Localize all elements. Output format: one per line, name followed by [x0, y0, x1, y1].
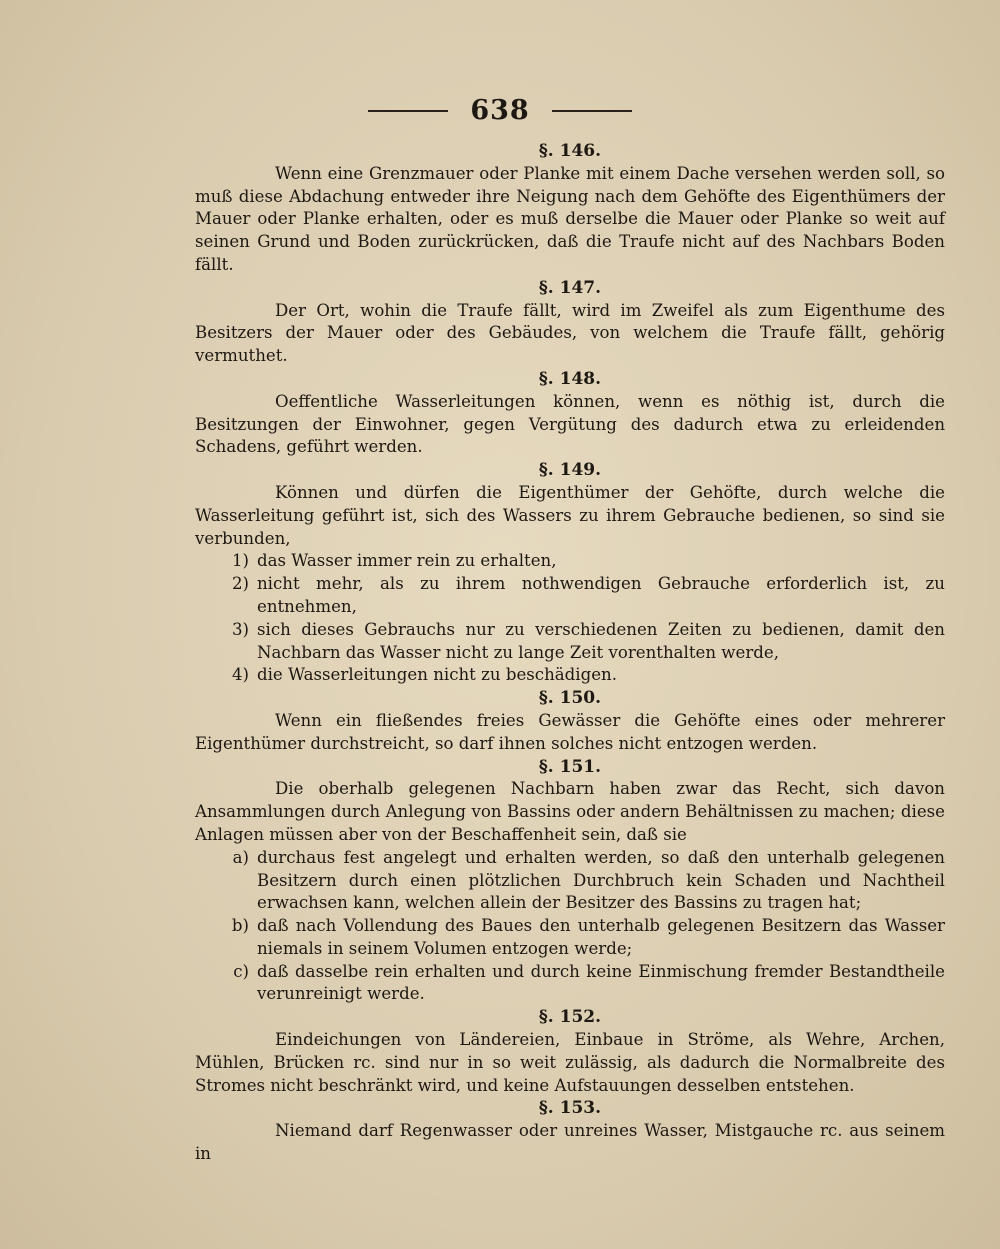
- section-heading: §. 147.: [538, 277, 602, 298]
- list-item: [195, 961, 945, 1007]
- list-text: die Wasserleitungen nicht zu beschädigen.: [257, 665, 617, 685]
- section-paragraph: Wenn eine Grenzmauer oder Planke mit einem Dache versehen werden soll, so muß diese Abdachung entweder ihre Neigung nach dem Gehöfte des Eigenthümers der Mauer oder Planke erhalten, oder es muß derselbe die Mauer oder Planke so weit auf seinen Grund und Boden zurückrücken, daß die Traufe nicht auf des Nachbars Boden fällt.: [195, 163, 945, 274]
- list-text: sich dieses Gebrauchs nur zu verschiedenen Zeiten zu bedienen, damit den Nachbarn das Wasser nicht zu lange Zeit vorenthalten werde,: [257, 619, 945, 662]
- section-heading: §. 150.: [538, 688, 602, 709]
- list-marker: 4): [231, 665, 249, 685]
- page-header: [0, 95, 1000, 126]
- list-marker: 3): [231, 619, 249, 639]
- right-rule: [552, 110, 632, 112]
- section-paragraph: Niemand darf Regenwasser oder unreines Wasser, Mistgauche rc. aus seinem in: [195, 1121, 945, 1164]
- section-heading: §. 146.: [538, 141, 602, 161]
- section-paragraph: Oeffentliche Wasserleitungen können, wenn es nöthig ist, durch die Besitzungen der Einwohner, gegen Vergütung des dadurch etwa zu erleidenden Schadens, geführt werden.: [195, 391, 945, 457]
- list-marker: b): [231, 916, 249, 936]
- left-rule: [368, 110, 448, 112]
- page-text: [195, 140, 945, 1166]
- list-item: [195, 550, 945, 573]
- list-marker: 2): [231, 574, 249, 594]
- section-paragraph: Können und dürfen die Eigenthümer der Gehöfte, durch welche die Wasserleitung geführt ist, sich des Wassers zu ihrem Gebrauche bedienen, so sind sie verbunden,: [195, 482, 945, 548]
- section-heading: §. 153.: [538, 1098, 602, 1119]
- section-heading: §. 152.: [538, 1007, 602, 1028]
- section-paragraph: Wenn ein fließendes freies Gewässer die Gehöfte eines oder mehrerer Eigenthümer durchstreicht, so darf ihnen solches nicht entzogen werden.: [195, 710, 945, 753]
- list-marker: c): [233, 961, 249, 981]
- list-text: daß nach Vollendung des Baues den unterhalb gelegenen Besitzern das Wasser niemals in seinem Volumen entzogen werde;: [257, 916, 945, 958]
- list-item: [195, 847, 945, 915]
- list-item: [195, 915, 945, 961]
- section-paragraph: Der Ort, wohin die Traufe fällt, wird im Zweifel als zum Eigenthume des Besitzers der Mauer oder des Gebäudes, von welchem die Traufe fällt, gehörig vermuthet.: [195, 300, 945, 366]
- list-item: [195, 619, 945, 665]
- section-paragraph: Die oberhalb gelegenen Nachbarn haben zwar das Recht, sich davon Ansammlungen durch Anlegung von Bassins oder andern Behältnissen zu machen; diese Anlagen müssen aber von der Beschaffenheit sein, daß sie: [195, 779, 945, 844]
- section-heading: §. 148.: [538, 368, 602, 389]
- list-text: daß dasselbe rein erhalten und durch keine Einmischung fremder Bestandtheile verunreinigt werde.: [257, 961, 945, 1004]
- list-text: nicht mehr, als zu ihrem nothwendigen Gebrauche erforderlich ist, zu entnehmen,: [257, 574, 945, 616]
- list-text: durchaus fest angelegt und erhalten werden, so daß den unterhalb gelegenen Besitzern durch einen plötzlichen Durchbruch kein Schaden und Nachtheil erwachsen kann, welchen allein der Besitzer des Bassins zu tragen hat;: [257, 847, 945, 913]
- section-heading: §. 149.: [538, 460, 602, 481]
- page-number: 638: [470, 95, 530, 126]
- list-marker: a): [232, 847, 249, 867]
- list-marker: 1): [231, 551, 249, 571]
- section-heading: §. 151.: [538, 756, 602, 777]
- section-paragraph: Eindeichungen von Ländereien, Einbaue in Ströme, als Wehre, Archen, Mühlen, Brücken rc. sind nur in so weit zulässig, als dadurch die Normalbreite des Stromes nicht beschränkt wird, und keine Aufstauungen desselben entstehen.: [195, 1030, 945, 1095]
- list-item: [195, 664, 945, 687]
- list-item: [195, 573, 945, 619]
- list-text: das Wasser immer rein zu erhalten,: [257, 551, 557, 571]
